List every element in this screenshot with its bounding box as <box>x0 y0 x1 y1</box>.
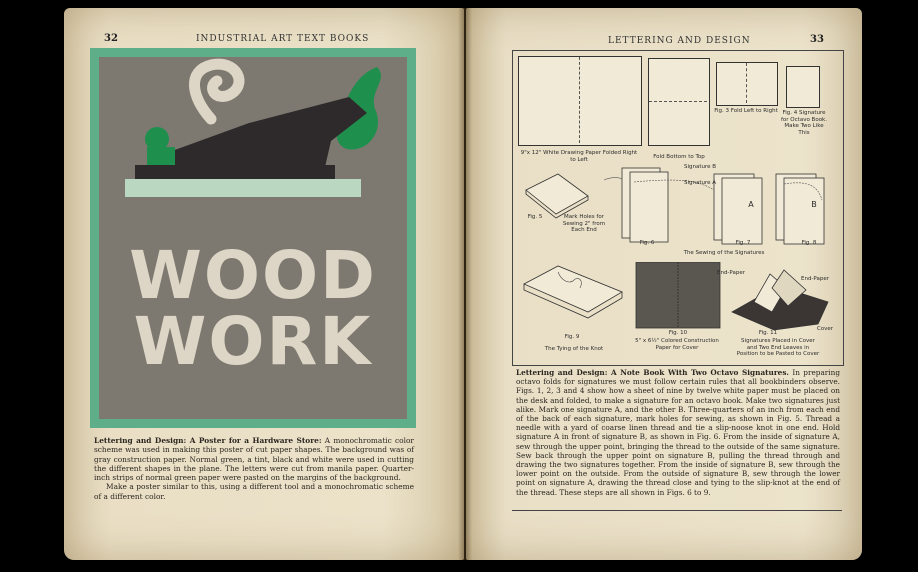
end-paper-right-label: End-Paper <box>800 276 829 282</box>
fig1-label: 9"x 12" White Drawing Paper Folded Right to Left <box>520 150 638 163</box>
left-page-number: 32 <box>104 33 118 44</box>
left-caption-title: Lettering and Design: A Poster for a Hardware Store: <box>94 436 322 445</box>
end-paper-left-label: End-Paper <box>716 270 745 276</box>
poster-background <box>99 57 407 419</box>
fig3-sheet <box>716 62 778 106</box>
fig11-text-label: Signatures Placed in Cover and Two End Leaves in Position to be Pasted to Cover <box>736 338 820 357</box>
mark-holes-label: Mark Holes for Sewing 2" from Each End <box>562 214 606 233</box>
poster-word-work: WORK <box>133 303 373 380</box>
fig9-label: Fig. 9 <box>564 334 580 340</box>
knot-label: The Tying of the Knot <box>544 346 604 352</box>
shaving-curl-shape <box>194 64 239 119</box>
bottom-rule <box>512 510 842 511</box>
right-running-head: LETTERING AND DESIGN <box>608 36 751 46</box>
right-caption-title: Lettering and Design: A Note Book With Two Octavo Signatures. <box>516 368 789 377</box>
left-caption-text2: Make a poster similar to this, using a different tool and a monochromatic scheme of a different color. <box>94 482 414 501</box>
cover-label: Cover <box>816 326 834 332</box>
cover-diagrams <box>518 262 838 334</box>
fig8-label: Fig. 8 <box>801 240 817 246</box>
fig6-label: Fig. 6 <box>639 240 655 246</box>
fig4-label: Fig. 4 Signature for Octavo Book. Make Two Like This <box>781 110 827 136</box>
left-caption <box>94 436 414 501</box>
left-running-head: INDUSTRIAL ART TEXT BOOKS <box>196 34 370 44</box>
left-caption-text: A monochromatic color scheme was used in making this poster of cut paper shapes. The background was of gray construction paper. Normal green, a tint, black and white were used in cutting the different shapes in the plane. The letters were cut from manila paper. Quarter-inch strips of normal green paper were pasted on the margins of the background. <box>94 436 414 483</box>
fig5-label: Fig. 5 <box>527 214 543 220</box>
signature-a-label: Signature A <box>683 180 717 186</box>
fig7-label: Fig. 7 <box>735 240 751 246</box>
fig4-sheet <box>786 66 820 108</box>
fig7-letter-a: A <box>748 200 754 209</box>
right-caption-text: In preparing octavo folds for signatures we must follow certain rules that all bookbinders observe. Figs. 1, 2, 3 and 4 show how a sheet of nine by twelve white paper must be placed on the desk and folded, to make a signature for an octavo book. Make two signatures just alike. Mark one signature A, and the other B. Three-quarters of an inch from each end of the back of each signature, mark holes for sewing, as shown in Fig. 5. Thread a needle with a yard of coarse linen thread and tie a slip-noose knot in one end. Hold signature A in front of signature B, as shown in Fig. 6. From the inside of signature A, sew through the upper point, bringing the thread to the outside of the same signature. Sew back through the upper point on signature B, pulling the thread through and drawing the two signatures together. From the inside of signature B, sew through the lower point on the outside. From the outside of signature B, sew through the lower point on signature A, drawing the thread close and tying to the slip-knot at the end of the thread. These steps are all shown in Figs. 6 to 9. <box>516 368 840 497</box>
fig2-sheet <box>648 58 710 146</box>
sewing-diagrams <box>518 160 838 260</box>
fig9-book <box>524 266 622 312</box>
sewing-label: The Sewing of the Signatures <box>683 250 765 256</box>
book-gutter <box>458 8 472 560</box>
right-page-number: 33 <box>810 34 824 45</box>
plane-body-shape <box>159 97 367 169</box>
fig2-label: Fold Bottom to Top <box>653 154 705 160</box>
colored-paper-label: 5" x 6½" Colored Construction Paper for Cover <box>635 338 719 351</box>
fig6-signature-a <box>630 172 668 242</box>
signature-b-label: Signature B <box>683 164 717 170</box>
wood-work-poster <box>90 48 416 428</box>
fig8-letter-b: B <box>811 200 817 209</box>
poster-word-wood: WOOD <box>129 237 377 314</box>
fig10-label: Fig. 10 <box>668 330 688 336</box>
plane-base-shape <box>135 165 335 179</box>
fig5-signature <box>526 174 588 214</box>
plane-shadow-strip <box>125 179 361 197</box>
fig3-label: Fig. 3 Fold Left to Right <box>714 108 778 114</box>
fig11-label: Fig. 11 <box>758 330 778 336</box>
right-caption <box>516 368 840 497</box>
fig1-sheet <box>518 56 642 146</box>
